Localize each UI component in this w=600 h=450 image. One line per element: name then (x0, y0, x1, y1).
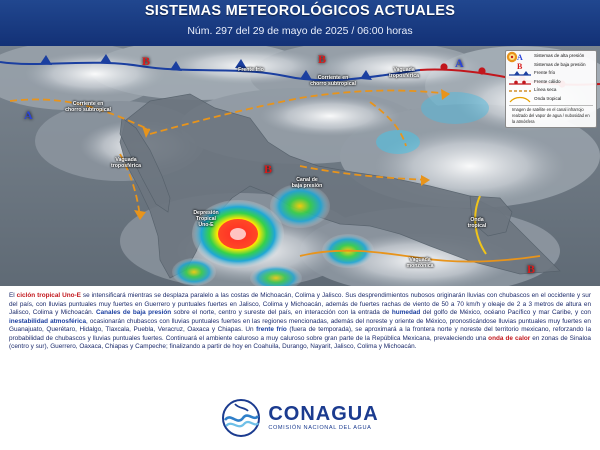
bulletin-text-run: frente frío (256, 326, 287, 334)
bulletin-text-run: se intensificará mientras se desplaza paralelo a las costas de Michoacán, Colima y Jalisco. Sus desprendimientos nubosos originarán lluvias con chubascos en el occidente y sur del país, con lluvias puntuales muy fuertes en Guerrero y puntuales fuertes en Jalisco, Colima y Michoacán, además de fuertes rachas de viento de 50 a 70 km/h y oleaje de 2 a 3 metros de altura en Jalisco, Colima y Michoacán. (9, 292, 591, 317)
page-title: SISTEMAS METEOROLÓGICOS ACTUALES (144, 3, 456, 19)
tropical-wave-arc-icon (509, 96, 531, 103)
legend-note (509, 105, 593, 125)
legend-item-warm-front (509, 79, 593, 86)
label-onda-tropical: Onda tropical (467, 217, 487, 229)
warm-front-line-icon (509, 79, 531, 86)
bulletin-text (0, 288, 600, 392)
label-vaguada-monzonica: Vaguada monzónica (406, 257, 434, 269)
tropical-depression-cell (192, 200, 284, 268)
label-canal-baja-presion: Canal de baja presión (291, 177, 323, 189)
conagua-emblem-icon (221, 398, 261, 438)
bulletin-text-run: sobre el norte, centro y sureste del país, en interacción con la entrada de (171, 309, 392, 317)
label-vaguada-troposferica-oeste: Vaguada troposférica (111, 157, 141, 169)
footer-bar (0, 392, 600, 450)
conagua-wordmark (268, 404, 378, 432)
high-pressure-mark: A (24, 108, 33, 122)
satellite-map[interactable] (0, 46, 600, 286)
low-pressure-mark: B (264, 162, 273, 176)
low-pressure-mark: B (527, 262, 536, 276)
cold-front-line-icon (509, 70, 531, 77)
label-frente-frio: Frente frío (238, 67, 264, 73)
bulletin-text-run: onda de calor (488, 334, 531, 342)
bulletin-text-run: ciclón tropical Uno-E (16, 292, 81, 299)
conagua-logo (0, 392, 600, 438)
legend-label: Frente cálido (534, 78, 561, 84)
svg-text:B: B (517, 61, 523, 69)
label-vaguada-troposferica-norte: Vaguada troposférica (389, 67, 419, 79)
bulletin-text-run: El (9, 292, 17, 299)
legend-item-low-pressure (509, 62, 593, 69)
legend-item-cold-front (509, 70, 593, 77)
low-pressure-mark: B (318, 52, 327, 66)
conagua-name: CONAGUA (268, 403, 379, 426)
legend-item-high-pressure (509, 53, 593, 60)
high-pressure-mark: A (455, 56, 464, 70)
svg-text:A: A (517, 53, 523, 60)
legend-label: Frente frío (534, 70, 556, 76)
dry-line-icon (509, 87, 531, 94)
bulletin-text-run: (fuera de temporada), se aproximará a la frontera norte y noreste del territorio mexicano, reforzando la probabilidad de chubascos y lluvias puntuales fuertes. Continuará el ambiente caluroso a muy caluroso sobre gran parte de la República Mexicana, prevaleciendo una (9, 326, 592, 342)
label-depresion-tropical: Depresión Tropical Uno-E (193, 210, 219, 228)
header-bar (0, 0, 600, 46)
legend-item-tropical-wave (509, 96, 593, 103)
bulletin-text-run: del golfo de México, océano Pacífico y mar Caribe, y con (420, 309, 591, 317)
label-corriente-chorro-subtropical-oeste: Corriente en chorro subtropical (65, 101, 111, 113)
low-pressure-mark: B (142, 54, 151, 68)
legend-label: Sistemas de baja presión (534, 61, 586, 67)
map-legend (505, 50, 597, 128)
bulletin-number: Núm. 297 del 29 de mayo de 2025 / 06:00 horas (187, 25, 413, 37)
legend-note-text: Imagen de satélite en el canal infrarrojo realzado del vapor de agua / nubosidad en la atmósfera (512, 107, 590, 124)
legend-label: Sistemas de alta presión (534, 53, 585, 59)
bulletin-text-run: en zonas de Sinaloa (centro y sur), Guerrero, Oaxaca, Chiapas y Campeche; finalizando a partir de hoy en Coahuila, Durango, Nayarit, Jalisco, Colima y Michoacán. (9, 334, 591, 351)
bulletin-text-run: humedad (391, 309, 421, 317)
legend-label: Onda tropical (534, 95, 562, 101)
bulletin-text-run: inestabilidad atmosférica (9, 317, 86, 325)
label-corriente-chorro-subtropical: Corriente en chorro subtropical (310, 75, 356, 87)
bulletin-text-run: , ocasionarán chubascos con lluvias puntuales fuertes en las regiones mencionadas, además del noreste y oriente de México, pronosticándose lluvias puntuales muy fuertes en Guanajuato, Querétaro, Hidalgo, Tlaxcala, Puebla, Veracruz, Oaxaca y Chiapas. Un (9, 317, 591, 334)
legend-item-dry-line (509, 87, 593, 94)
bulletin-text-run: Canales de baja presión (95, 309, 172, 317)
legend-label: Línea seca (534, 87, 557, 93)
conagua-subtitle: COMISIÓN NACIONAL DEL AGUA (268, 425, 372, 432)
bulletin-paragraph (9, 292, 591, 352)
